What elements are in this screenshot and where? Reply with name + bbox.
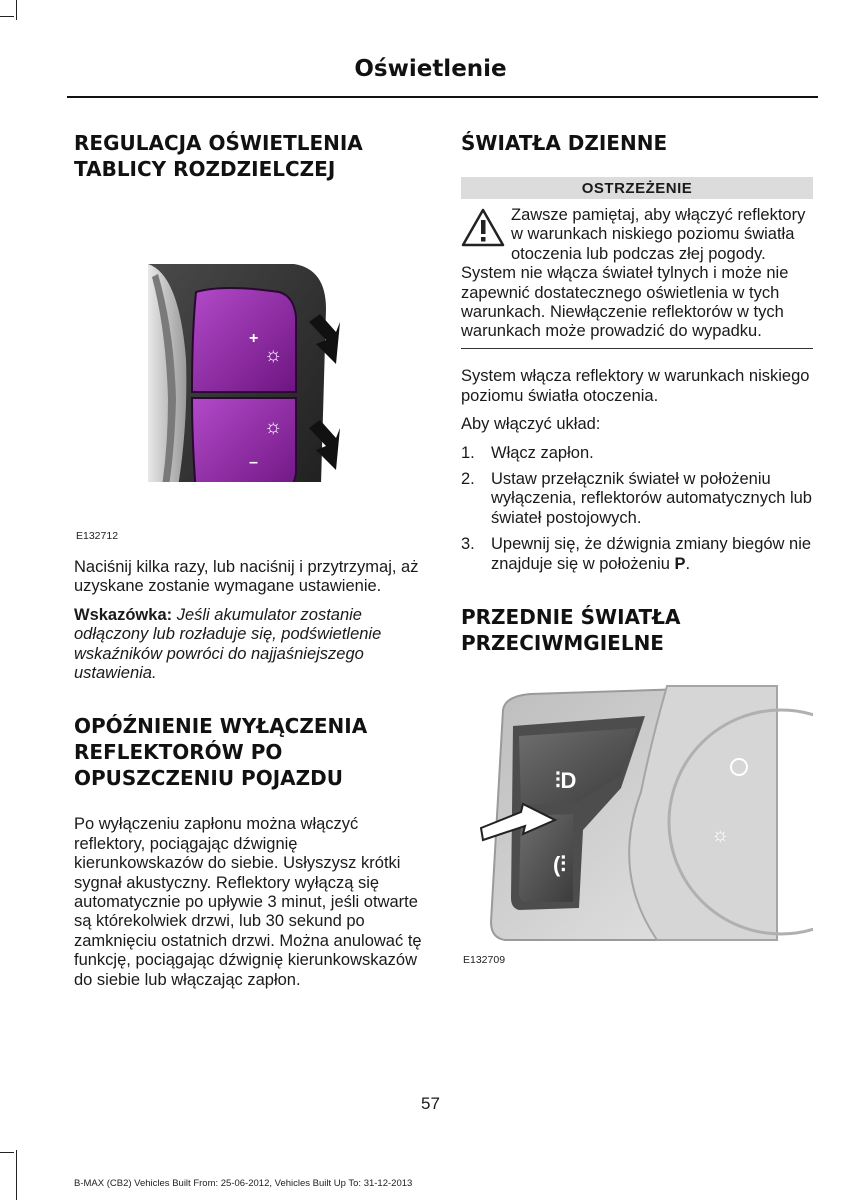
dimmer-minus-key xyxy=(192,398,296,482)
section-heading-fog-lamps xyxy=(461,604,813,656)
minus-label: – xyxy=(249,454,258,471)
heading-line: TABLICY ROZDZIELCZEJ xyxy=(74,157,336,181)
list-number: 1. xyxy=(461,443,475,462)
footer-text: B-MAX (CB2) Vehicles Built From: 25-06-2012, Vehicles Built Up To: 31-12-2013 xyxy=(74,1178,413,1189)
list-item xyxy=(461,444,813,463)
note-text: Jeśli akumulator zostanie odłączony lub rozładuje się, podświetlenie wskaźników powróci do najjaśniejszego ustawienia. xyxy=(74,605,382,683)
list-bold-text: P xyxy=(674,554,686,573)
dimmer-icon: ☼ xyxy=(264,344,283,366)
list-text-after: . xyxy=(685,554,691,573)
left-column xyxy=(74,130,426,990)
warning-title: OSTRZEŻENIE xyxy=(461,177,813,199)
fog-switch-illustration xyxy=(461,682,813,952)
paragraph: Aby włączyć układ: xyxy=(461,415,601,434)
list-item xyxy=(461,535,813,574)
rear-fog-lamp-icon: (⫶ xyxy=(553,852,566,877)
front-fog-lamp-icon: ⫶D xyxy=(555,768,577,793)
warning-triangle-icon xyxy=(461,208,505,248)
page-title: Oświetlenie xyxy=(354,56,507,82)
note-paragraph xyxy=(74,606,426,684)
crop-mark-top-left-v xyxy=(16,0,17,20)
figure-code: E132712 xyxy=(76,530,119,542)
list-number: 3. xyxy=(461,535,475,554)
crop-mark-top-left-h xyxy=(0,16,14,17)
list-text: Włącz zapłon. xyxy=(491,443,594,462)
list-item xyxy=(461,470,813,528)
list-text: Upewnij się, że dźwignia zmiany biegów nie znajduje się w położeniu xyxy=(491,535,812,573)
title-rule xyxy=(67,96,818,98)
list-text: Ustaw przełącznik świateł w położeniu wyłączenia, reflektorów automatycznych lub świateł postojowych. xyxy=(491,469,812,527)
heading-line: PRZEDNIE ŚWIATŁA xyxy=(461,605,681,629)
figure-dimmer-switch xyxy=(74,182,426,550)
crop-mark-bottom-left-v xyxy=(16,1150,17,1200)
figure-fog-switch xyxy=(461,682,813,972)
right-column xyxy=(461,130,813,972)
heading-line: OPUSZCZENIU POJAZDU xyxy=(74,766,343,791)
warning-divider xyxy=(461,348,813,350)
crop-mark-bottom-left-h xyxy=(0,1152,14,1153)
warning-box xyxy=(461,199,813,349)
dimmer-icon: ☼ xyxy=(264,416,283,438)
heading-line: REFLEKTORÓW PO xyxy=(74,740,283,765)
note-label: Wskazówka: xyxy=(74,605,173,624)
dial-light-icon: ☼ xyxy=(711,824,730,846)
paragraph: Po wyłączeniu zapłonu można włączyć reflektory, pociągając dźwignię kierunkowskazów do siebie. Usłyszysz krótki sygnał akustyczny. Reflektory wyłączą się automatycznie po upływie 3 minut, jeśli otwarte są którekolwiek drzwi, lub 30 sekund po zamknięciu ostatnich drzwi. Można anulować tę funkcję, pociągając dźwignię kierunkowskazów do siebie lub włączając zapłon. xyxy=(74,815,422,989)
section-heading-headlamp-delay xyxy=(74,713,426,791)
section-heading-dashboard-lighting xyxy=(74,130,426,182)
section-heading-daytime-lights: ŚWIATŁA DZIENNE xyxy=(461,131,668,155)
heading-line: PRZECIWMGIELNE xyxy=(461,631,664,655)
heading-line: REGULACJA OŚWIETLENIA xyxy=(74,131,363,155)
warning-text: Zawsze pamiętaj, aby włączyć reflektory w warunkach niskiego poziomu światła otoczenia lub podczas złej pogody. System nie włącza świateł tylnych i może nie zapewnić dostatecznego oświetlenia w tych warunkach. Niewłączenie reflektorów w tych warunkach może prowadzić do wypadku. xyxy=(461,206,806,341)
dimmer-plus-key xyxy=(192,288,296,392)
list-number: 2. xyxy=(461,469,475,488)
heading-line: OPÓŹNIENIE WYŁĄCZENIA xyxy=(74,714,368,739)
paragraph: Naciśnij kilka razy, lub naciśnij i przytrzymaj, aż uzyskane zostanie wymagane ustawienie. xyxy=(74,558,419,596)
plus-label: + xyxy=(249,330,259,347)
page-number: 57 xyxy=(421,1094,440,1113)
paragraph: System włącza reflektory w warunkach niskiego poziomu światła otoczenia. xyxy=(461,367,810,405)
figure-code: E132709 xyxy=(463,954,506,966)
steps-list xyxy=(461,444,813,574)
